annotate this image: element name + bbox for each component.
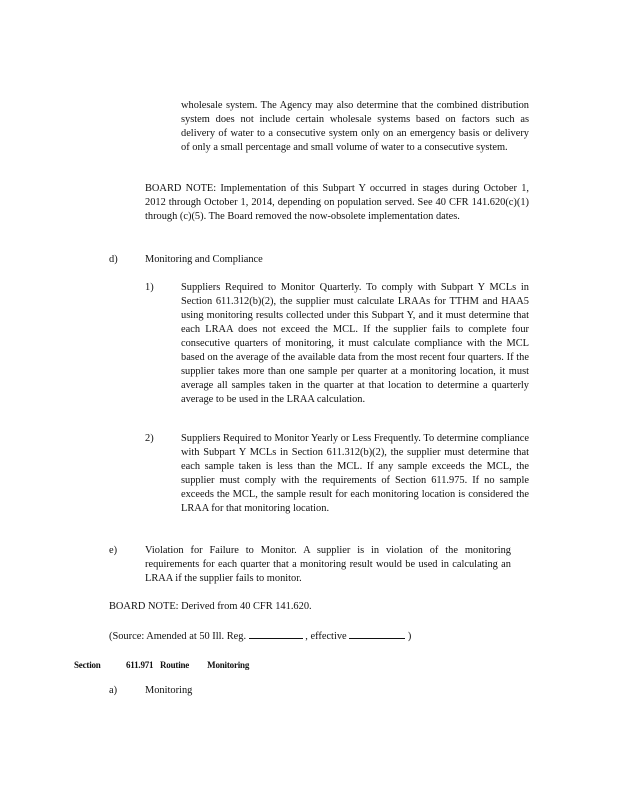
wholesale-paragraph: wholesale system. The Agency may also determine that the combined distribution system does not include certain wholesale systems based on factors such as delivery of water to a consecutive system only on an emergency basis or delivery of only a small percentage and small volume of water to a consecutive system. [181, 100, 529, 153]
section-title: Routine Monitoring [160, 660, 250, 670]
source-prefix: (Source: Amended at 50 Ill. Reg. [109, 631, 247, 642]
effective-blank [349, 628, 405, 639]
section-number: 611.971 [126, 660, 154, 670]
board-note-derived: BOARD NOTE: Derived from 40 CFR 141.620. [109, 601, 312, 612]
subsection-e-label: e) [109, 545, 118, 556]
source-close: ) [407, 631, 412, 642]
item-1-text: Suppliers Required to Monitor Quarterly. To comply with Subpart Y MCLs in Section 611.312(b)(2), the supplier must calculate LRAAs for TTHM and HAA5 using monitoring results collected under this Subpart Y, and it must determine that each LRAA does not exceed the MCL. If the supplier fails to complete four consecutive quarters of monitoring, it must calculate compliance with the MCL based on the average of the available data from the most recent four quarters. If the supplier takes more than one sample per quarter at a monitoring location, it must average all samples taken in the quarter at that location to determine a quarterly average to be used in the LRAA calculation. [181, 282, 529, 405]
board-note-implementation: BOARD NOTE: Implementation of this Subpart Y occurred in stages during October 1, 2012 through October 1, 2014, depending on population served. See 40 CFR 141.620(c)(1) through (c)(5). The Board removed the now-obsolete implementation dates. [145, 183, 529, 222]
source-effective: , effective [305, 631, 347, 642]
subsection-d-title: Monitoring and Compliance [145, 254, 263, 265]
item-2-label: 2) [145, 433, 154, 444]
item-1-label: 1) [145, 282, 154, 293]
section-heading [74, 658, 250, 672]
subsection-a-title: Monitoring [145, 685, 193, 696]
reg-blank [249, 628, 303, 639]
source-note [109, 628, 411, 644]
subsection-d-label: d) [109, 254, 118, 265]
subsection-a-label: a) [109, 685, 118, 696]
subsection-e-text: Violation for Failure to Monitor. A supplier is in violation of the monitoring requirements for each quarter that a monitoring result would be used in calculating an LRAA if the supplier fails to monitor. [145, 545, 511, 584]
section-word: Section [74, 660, 101, 670]
item-2-text: Suppliers Required to Monitor Yearly or Less Frequently. To determine compliance with Subpart Y MCLs in Section 611.312(b)(2), the supplier must determine that each sample taken is less than the MCL. If any sample exceeds the MCL, the supplier must comply with the requirements of Section 611.975. If no sample exceeds the MCL, the sample result for each monitoring location is considered the LRAA for that monitoring location. [181, 433, 529, 514]
